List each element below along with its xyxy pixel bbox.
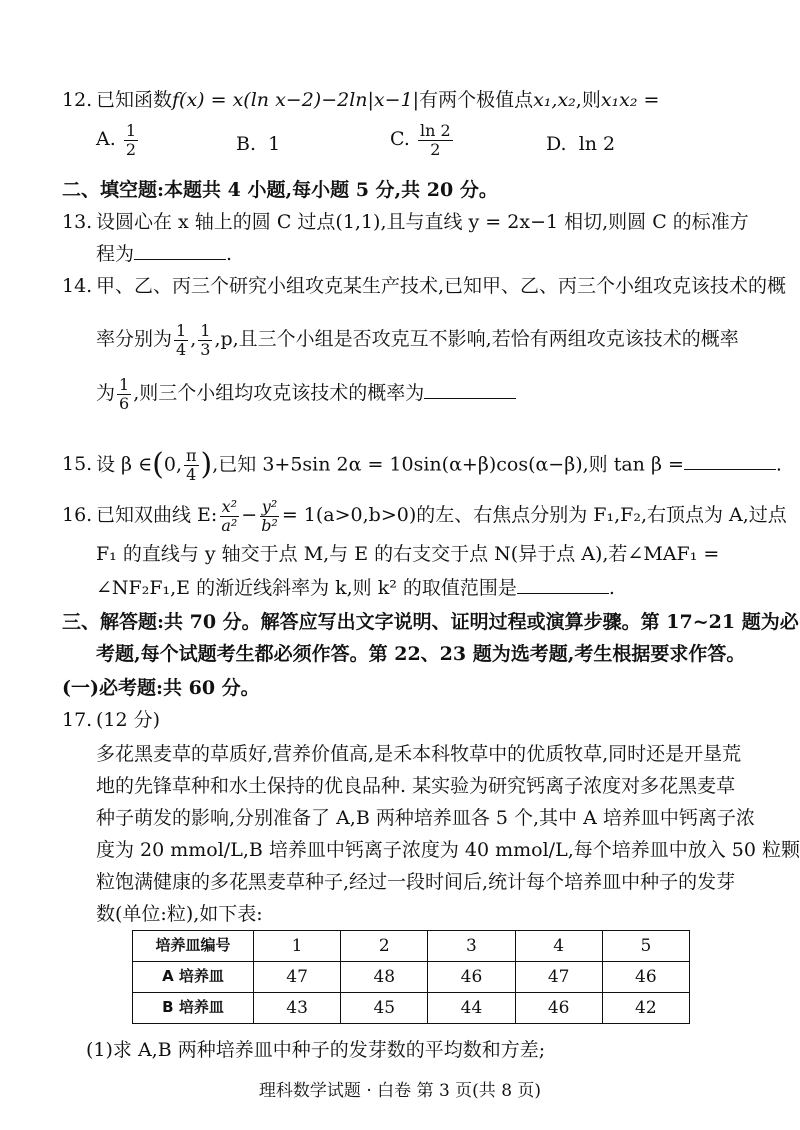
question-13-line2: 程为 .: [96, 240, 232, 269]
fraction: $\frac{\ln 2}{2}$: [419, 121, 451, 159]
answer-blank: [134, 240, 226, 260]
page-footer: 理科数学试题 · 白卷 第 3 页(共 8 页): [258, 1081, 542, 1101]
question-14-line2: 率分别为 $\frac{1}{4}$ , $\frac{1}{3}$ ,p,且三个小组是否攻克互不影响,若恰有两组攻克该技术的概率: [96, 321, 739, 359]
choice-b: B. 1: [236, 133, 281, 155]
q17-paragraph-line: 数(单位:粒),如下表:: [96, 903, 263, 925]
required-section-heading: (一)必考题:共 60 分。: [62, 677, 260, 699]
q17-paragraph-line: 度为 20 mmol/L,B 培养皿中钙离子浓度为 40 mmol/L,每个培养皿中放入 50 粒颗: [96, 839, 800, 861]
table-header-row: 培养皿编号 1 2 3 4 5: [133, 931, 690, 962]
answer-blank: [424, 379, 516, 399]
fraction: $\frac{1}{4}$: [176, 321, 187, 359]
q17-paragraph-line: 地的先锋草种和水土保持的优良品种. 某实验为研究钙离子浓度对多花黑麦草: [96, 775, 736, 797]
fraction: $\frac{1}{3}$: [200, 321, 211, 359]
question-13: 13. 设圆心在 x 轴上的圆 C 过点(1,1),且与直线 y = 2x−1 相切,则圆 C 的标准方: [62, 211, 749, 233]
answer-blank: [517, 574, 609, 594]
section-heading-fill-in: 二、填空题:本题共 4 小题,每小题 5 分,共 20 分。: [62, 179, 498, 201]
choice-d: D. ln 2: [546, 133, 616, 155]
choice-c: C. $\frac{\ln 2}{2}$: [390, 121, 451, 159]
question-12: 12. 已知函数f(x) = x(ln x−2)−2ln|x−1|有两个极值点x₁,x₂,则x₁x₂ =: [62, 89, 660, 111]
question-16: 16. 已知双曲线 E: $\frac{\text{x²}}{\text{a²}}$ − $\frac{\text{y²}}{\text{b²}}$ = 1(a>0,b>0)的左、右焦点分别为 F₁,F₂,右顶点为 A,过点: [62, 497, 787, 535]
fraction: $\frac{1}{2}$: [125, 121, 136, 159]
question-14: 14. 甲、乙、丙三个研究小组攻克某生产技术,已知甲、乙、丙三个小组攻克该技术的概: [62, 275, 787, 297]
question-16-line3: ∠NF₂F₁,E 的渐近线斜率为 k,则 k² 的取值范围是 .: [96, 574, 615, 603]
choice-a: A. $\frac{1}{2}$: [96, 121, 136, 159]
q17-paragraph-line: 多花黑麦草的草质好,营养价值高,是禾本科牧草中的优质牧草,同时还是开垦荒: [96, 743, 742, 765]
q17-paragraph-line: 粒饱满健康的多花黑麦草种子,经过一段时间后,统计每个培养皿中种子的发芽: [96, 871, 736, 893]
section-heading-answers: 三、解答题:共 70 分。解答应写出文字说明、证明过程或演算步骤。第 17~21 题为必: [62, 611, 799, 633]
table-row: A 培养皿 47 48 46 47 46: [133, 962, 690, 993]
fraction: $\frac{\pi}{4}$: [186, 446, 197, 484]
question-17: 17. (12 分): [62, 709, 161, 731]
answer-blank: [684, 450, 776, 470]
section-heading-answers-line2: 考题,每个试题考生都必须作答。第 22、23 题为选考题,考生根据要求作答。: [96, 643, 746, 665]
table-row: B 培养皿 43 45 44 46 42: [133, 993, 690, 1024]
q17-part-1: (1)求 A,B 两种培养皿中种子的发芽数的平均数和方差;: [86, 1039, 546, 1061]
question-15: 15. 设 β ∈(0, $\frac{\pi}{4}$ ),已知 3+5sin 2α = 10sin(α+β)cos(α−β),则 tan β = .: [62, 446, 782, 484]
question-14-line3: 为 $\frac{1}{6}$ ,则三个小组均攻克该技术的概率为: [96, 376, 516, 412]
question-16-line2: F₁ 的直线与 y 轴交于点 M,与 E 的右支交于点 N(异于点 A),若∠MAF₁ =: [96, 543, 720, 565]
germination-table: [132, 930, 690, 1024]
q17-paragraph-line: 种子萌发的影响,分别准备了 A,B 两种培养皿各 5 个,其中 A 培养皿中钙离子浓: [96, 807, 755, 829]
fraction: $\frac{\text{x²}}{\text{a²}}$: [221, 497, 238, 535]
fraction: $\frac{1}{6}$: [119, 375, 130, 413]
fraction: $\frac{\text{y²}}{\text{b²}}$: [261, 497, 278, 535]
